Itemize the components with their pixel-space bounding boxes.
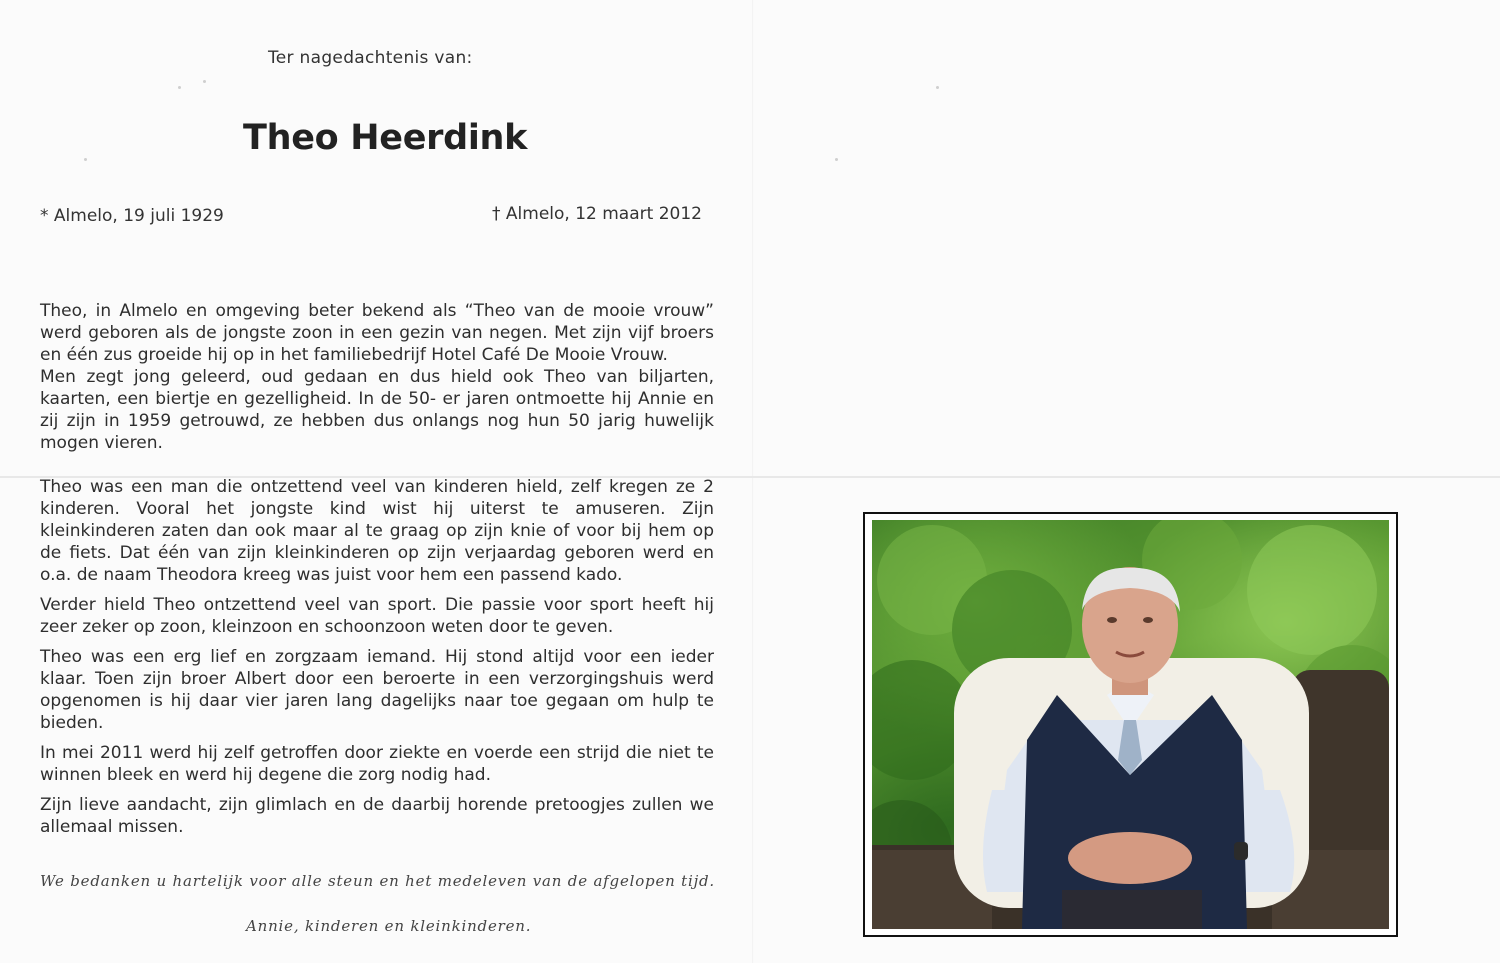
paper-speck (203, 80, 206, 83)
paper-speck (84, 158, 87, 161)
paragraph: Men zegt jong geleerd, oud gedaan en dus hield ook Theo van biljarten, kaarten, een biertje en gezelligheid. In de 50- er jaren ontmoette hij Annie en zij zijn in 1959 getrouwd, ze hebben dus onlangs nog hun 50 jarig huwelijk mogen vieren. (40, 367, 714, 453)
paragraph: Theo, in Almelo en omgeving beter bekend als “Theo van de mooie vrouw” werd geboren als de jongste zoon in een gezin van negen. Met zijn vijf broers en één zus groeide hij op in het familiebedrijf Hotel Café De Mooie Vrouw. (40, 301, 714, 365)
deceased-name: Theo Heerdink (243, 118, 528, 158)
birth-line: * Almelo, 19 juli 1929 (40, 206, 224, 226)
thanks-text: We bedanken u hartelijk voor alle steun en het medeleven van de afgelopen tijd. (40, 872, 715, 890)
portrait-illustration (872, 520, 1389, 929)
paragraph: Verder hield Theo ontzettend veel van sport. Die passie voor sport heeft hij zeer zeker op zoon, kleinzoon en schoonzoon weten door te geven. (40, 595, 714, 637)
paper-speck (835, 158, 838, 161)
paragraph: In mei 2011 werd hij zelf getroffen door ziekte en voerde een strijd die niet te winnen bleek en werd hij degene die zorg nodig had. (40, 743, 714, 785)
paragraph: Theo was een erg lief en zorgzaam iemand. Hij stond altijd voor een ieder klaar. Toen zijn broer Albert door een beroerte in een verzorgingshuis werd opgenomen is hij daar vier jaren lang dagelijks naar toe gegaan om hulp te bieden. (40, 647, 714, 733)
death-line: † Almelo, 12 maart 2012 (492, 204, 702, 224)
portrait-photo (872, 520, 1389, 929)
obituary-text (40, 300, 714, 838)
signature: Annie, kinderen en kleinkinderen. (246, 917, 532, 935)
paper-speck (178, 86, 181, 89)
intro-text: Ter nagedachtenis van: (268, 48, 473, 68)
paragraph: Theo was een man die ontzettend veel van kinderen hield, zelf kregen ze 2 kinderen. Vooral het jongste kind wist hij uiterst te amuseren. Zijn kleinkinderen zaten dan ook maar al te graag op zijn knie of voor bij hem op de fiets. Dat één van zijn kleinkinderen op zijn verjaardag geboren werd en o.a. de naam Theodora kreeg was juist voor hem een passend kado. (40, 477, 714, 585)
paper-speck (936, 86, 939, 89)
fold-line-vertical (752, 0, 754, 963)
paragraph: Zijn lieve aandacht, zijn glimlach en de daarbij horende pretoogjes zullen we allemaal missen. (40, 795, 714, 837)
photo-frame (863, 512, 1398, 937)
